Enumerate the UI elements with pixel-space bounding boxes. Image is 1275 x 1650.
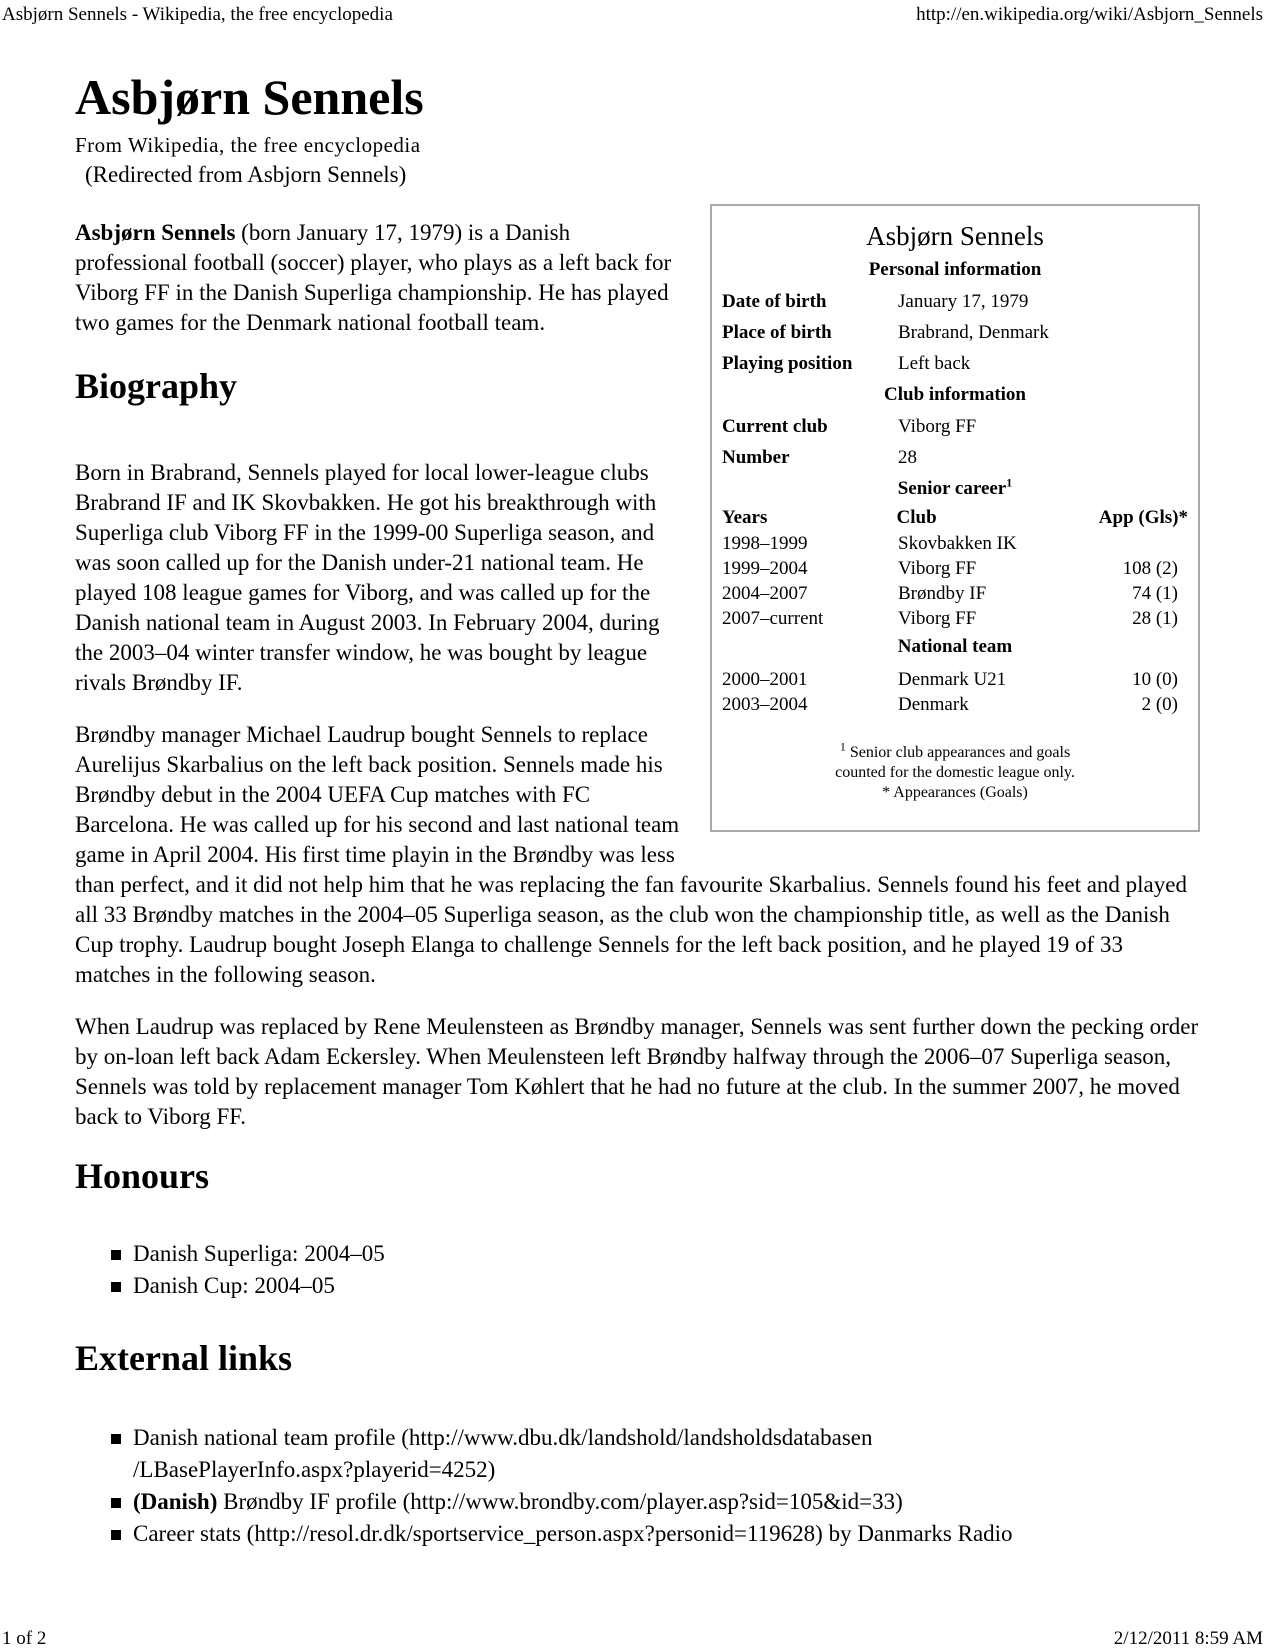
national-team[interactable]: Denmark bbox=[898, 694, 969, 715]
career-row bbox=[722, 606, 1188, 631]
infobox-label: Number bbox=[722, 447, 790, 468]
infobox-senior-heading bbox=[722, 475, 1188, 503]
honours-heading: Honours bbox=[75, 1156, 210, 1196]
career-years: 1998–1999 bbox=[722, 533, 808, 554]
footnote-line-1: Senior club appearances and goals bbox=[845, 744, 1071, 761]
external-link-item[interactable] bbox=[133, 1518, 1200, 1550]
infobox-national-heading: National team bbox=[897, 636, 1013, 657]
honours-item bbox=[133, 1270, 1200, 1302]
senior-career-label: Senior career bbox=[897, 478, 1007, 499]
infobox-club-heading: Club information bbox=[884, 384, 1026, 405]
national-years: 2003–2004 bbox=[722, 694, 808, 715]
external-link-text[interactable]: Career stats (http://resol.dr.dk/sportservice_person.aspx?personid=119628) by Danmarks Radio bbox=[133, 1521, 1013, 1546]
honours-item-text[interactable]: Danish Cup: 2004–05 bbox=[133, 1273, 335, 1298]
infobox bbox=[710, 204, 1200, 832]
print-header-url: http://en.wikipedia.org/wiki/Asbjorn_Sennels bbox=[916, 4, 1263, 25]
square-bullet-icon bbox=[111, 1250, 121, 1260]
career-apps: 28 (1) bbox=[1132, 608, 1178, 629]
square-bullet-icon bbox=[111, 1498, 121, 1508]
infobox-footnote bbox=[722, 739, 1188, 803]
language-tag: (Danish) bbox=[133, 1489, 218, 1514]
biography-paragraph-2: Brøndby manager Michael Laudrup bought Sennels to replace Aurelijus Skarbalius on the left back position. Sennels made his Brøndby debut in the 2004 UEFA Cup matches with FC Barcelona. He was called up for his second and last national team game in April 2004. His first time playin in the Brøndby was less than perfect, and it did not help him that he was replacing the fan favourite Skarbalius. Sennels found his feet and played all 33 Brøndby matches in the 2004–05 Superliga season, as the club won the championship title, as well as the Danish Cup trophy. Laudrup bought Joseph Elanga to challenge Sennels for the left back position, and he played 19 of 33 matches in the following season. bbox=[75, 722, 1187, 987]
career-club[interactable]: Brøndby IF bbox=[898, 583, 987, 604]
infobox-value[interactable]: Brabrand, Denmark bbox=[898, 322, 1049, 343]
infobox-value[interactable]: Viborg FF bbox=[898, 416, 977, 437]
honours-list bbox=[75, 1238, 1200, 1302]
footnote-marker: 1 bbox=[839, 739, 846, 754]
footnote-line-2: counted for the domestic league only. bbox=[835, 764, 1075, 781]
print-footer-page-count: 1 of 2 bbox=[2, 1628, 47, 1649]
external-link-text-cont[interactable]: /LBasePlayerInfo.aspx?playerid=4252) bbox=[133, 1457, 496, 1482]
career-years: 2004–2007 bbox=[722, 583, 808, 604]
career-apps: 74 (1) bbox=[1132, 583, 1178, 604]
career-club[interactable]: Skovbakken IK bbox=[898, 533, 1017, 554]
honours-item bbox=[133, 1238, 1200, 1270]
square-bullet-icon bbox=[111, 1434, 121, 1444]
national-row bbox=[722, 692, 1188, 717]
biography-heading: Biography bbox=[75, 366, 238, 406]
biography-paragraph-1: Born in Brabrand, Sennels played for local lower-league clubs Brabrand IF and IK Skovbakken. He got his breakthrough with Superliga club Viborg FF in the 1999-00 Superliga season, and was soon called up for the Danish under-21 national team. He played 108 league games for Viborg, and was called up for the Danish national team in August 2003. In February 2004, during the 2003–04 winter transfer window, he was bought by league rivals Brøndby IF. bbox=[75, 460, 660, 695]
external-link-text[interactable]: Brøndby IF profile (http://www.brondby.com/player.asp?sid=105&id=33) bbox=[217, 1489, 903, 1514]
infobox-row-position bbox=[722, 348, 1188, 379]
infobox-row-current-club bbox=[722, 411, 1188, 442]
infobox-label: Current club bbox=[722, 416, 828, 437]
career-years: 2007–current bbox=[722, 608, 824, 629]
col-club: Club bbox=[896, 507, 937, 528]
national-apps: 10 (0) bbox=[1132, 669, 1178, 690]
national-apps: 2 (0) bbox=[1141, 694, 1178, 715]
career-row bbox=[722, 531, 1188, 556]
honours-item-text[interactable]: Danish Superliga: 2004–05 bbox=[133, 1241, 385, 1266]
biography-paragraph-3: When Laudrup was replaced by Rene Meulensteen as Brøndby manager, Sennels was sent further down the pecking order by on-loan left back Adam Eckersley. When Meulensteen left Brøndby halfway through the 2006–07 Superliga season, Sennels was told by replacement manager Tom Køhlert that he had no future at the club. In the summer 2007, he moved back to Viborg FF. bbox=[75, 1014, 1199, 1129]
infobox-row-place-of-birth bbox=[722, 317, 1188, 348]
national-team[interactable]: Denmark U21 bbox=[898, 669, 1007, 690]
print-footer-datetime: 2/12/2011 8:59 AM bbox=[1113, 1628, 1263, 1649]
infobox-row-number bbox=[722, 442, 1188, 473]
article-body bbox=[75, 218, 1200, 1550]
infobox-label: Date of birth bbox=[722, 291, 827, 312]
article-subtitle: From Wikipedia, the free encyclopedia bbox=[75, 133, 421, 157]
national-years: 2000–2001 bbox=[722, 669, 808, 690]
external-link-item[interactable] bbox=[133, 1422, 1200, 1486]
career-row bbox=[722, 581, 1188, 606]
national-row bbox=[722, 667, 1188, 692]
infobox-title: Asbjørn Sennels bbox=[866, 221, 1044, 251]
lead-name: Asbjørn Sennels bbox=[75, 220, 236, 245]
footnote-line-3: * Appearances (Goals) bbox=[882, 784, 1028, 801]
infobox-personal-heading: Personal information bbox=[868, 259, 1042, 280]
external-link-text[interactable]: Danish national team profile (http://www.dbu.dk/landshold/landsholdsdatabasen bbox=[133, 1425, 873, 1450]
infobox-row-date-of-birth bbox=[722, 286, 1188, 317]
infobox-label: Place of birth bbox=[722, 322, 832, 343]
career-row bbox=[722, 556, 1188, 581]
external-links-list bbox=[75, 1422, 1200, 1550]
career-apps bbox=[1098, 531, 1178, 556]
career-club[interactable]: Viborg FF bbox=[898, 558, 977, 579]
square-bullet-icon bbox=[111, 1282, 121, 1292]
square-bullet-icon bbox=[111, 1530, 121, 1540]
career-apps: 108 (2) bbox=[1122, 558, 1178, 579]
career-years: 1999–2004 bbox=[722, 558, 808, 579]
print-header-title: Asbjørn Sennels - Wikipedia, the free encyclopedia bbox=[2, 4, 393, 25]
lead-text: (born January 17, 1979) is a Danish professional football (soccer) player, who plays as a left back for Viborg FF in the Danish Superliga championship. He has played two games for the Denmark national football team. bbox=[75, 220, 672, 335]
external-link-item[interactable] bbox=[133, 1486, 1200, 1518]
col-years: Years bbox=[722, 507, 768, 528]
career-table-header bbox=[722, 505, 1188, 531]
article-title: Asbjørn Sennels bbox=[75, 69, 424, 125]
col-apps: App (Gls)* bbox=[1098, 507, 1188, 528]
infobox-value[interactable]: Left back bbox=[898, 353, 971, 374]
infobox-label: Playing position bbox=[722, 353, 853, 374]
redirect-notice: (Redirected from Asbjorn Sennels) bbox=[85, 162, 407, 187]
footnote-ref[interactable]: 1 bbox=[1006, 475, 1013, 490]
infobox-value: January 17, 1979 bbox=[898, 291, 1029, 312]
infobox-value: 28 bbox=[898, 447, 917, 468]
career-club[interactable]: Viborg FF bbox=[898, 608, 977, 629]
external-links-heading: External links bbox=[75, 1338, 293, 1378]
